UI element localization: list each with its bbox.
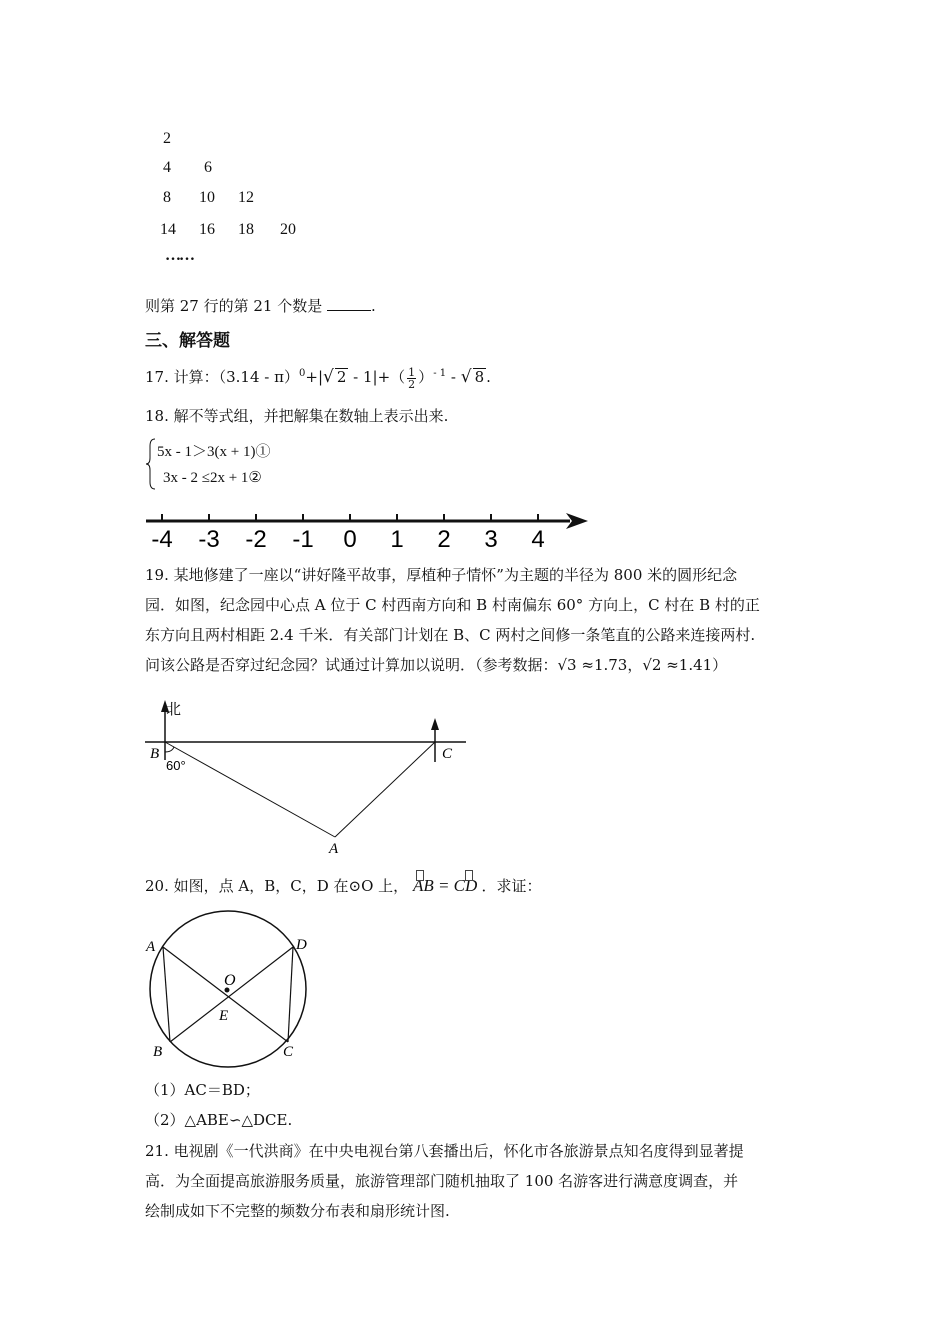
chord-ab — [163, 947, 170, 1042]
q17-frac-den: 2 — [408, 377, 416, 391]
q17-rad8: 8 — [474, 368, 485, 386]
q17-part2: +| — [305, 368, 323, 386]
q20-text: 20. 如图，点 A，B，C，D 在⊙O 上， — [145, 877, 409, 895]
q21-line-2: 高．为全面提高旅游服务质量，旅游管理部门随机抽取了 100 名游客进行满意度调查，并 — [145, 1172, 739, 1190]
q17-fraction — [407, 367, 416, 390]
tri-r4-c4: 20 — [280, 221, 296, 238]
number-line-label: -2 — [245, 526, 267, 553]
q18-text: 18. 解不等式组，并把解集在数轴上表示出来. — [145, 407, 449, 425]
chord-bd — [170, 947, 293, 1042]
q17-part1: （3.14 - π） — [218, 368, 299, 386]
sqrt-icon: √ — [460, 367, 472, 387]
number-line-label: 4 — [531, 526, 545, 553]
label-c: C — [442, 746, 453, 762]
tri-r4-c2: 16 — [199, 221, 215, 238]
inequality-2: 3x - 2 ≤2x + 1② — [163, 470, 262, 486]
q21-paragraph — [145, 1136, 815, 1226]
q21-line-3: 绘制成如下不完整的频数分布表和扇形统计图. — [145, 1202, 450, 1220]
q19-paragraph — [145, 560, 815, 680]
inequality-system — [145, 436, 345, 492]
q20-sub1: （1）AC＝BD； — [145, 1081, 260, 1099]
label-b: B — [150, 746, 160, 762]
q16-line — [145, 296, 376, 316]
chord-dc — [288, 947, 293, 1042]
label-o: O — [224, 972, 236, 989]
tri-r2-c2: 6 — [204, 159, 212, 176]
q21-line-1: 21. 电视剧《一代洪商》在中央电视台第八套播出后，怀化市各旅游景点知名度得到显著提 — [145, 1142, 744, 1160]
sqrt-icon: √ — [323, 367, 334, 387]
number-line-label: 3 — [484, 526, 498, 553]
label-e: E — [219, 1008, 229, 1024]
q20-figure — [140, 905, 320, 1070]
number-line — [140, 505, 600, 555]
q19-line-2: 园．如图，纪念园中心点 A 位于 C 村西南方向和 B 村南偏东 60° 方向上，C 村在 B 村的正 — [145, 596, 760, 614]
q19-line-3: 东方向且两村相距 2.4 千米．有关部门计划在 B、C 两村之间修一条笔直的公路来连接两村. — [145, 626, 756, 644]
number-line-label: 0 — [343, 526, 357, 553]
inequality-1: 5x - 1＞3(x + 1)① — [157, 444, 271, 460]
chord-ac — [163, 947, 288, 1042]
arc-marker-icon — [465, 870, 473, 881]
label-a: A — [329, 841, 339, 857]
label-b: B — [153, 1044, 163, 1060]
tri-r3-c2: 10 — [199, 189, 215, 206]
q19-line-1: 19. 某地修建了一座以“讲好隆平故事，厚植种子情怀”为主题的半径为 800 米的圆形纪念 — [145, 566, 738, 584]
q16-blank — [327, 296, 371, 311]
angle-arc — [165, 747, 174, 752]
tri-r3-c1: 8 — [163, 189, 171, 206]
q17-rad2: 2 — [336, 368, 347, 386]
q20-line — [145, 876, 542, 896]
q19-figure — [140, 690, 480, 860]
q17-exp-neg1: - 1 — [433, 368, 447, 379]
left-brace-icon — [145, 436, 157, 492]
number-line-label: 1 — [390, 526, 404, 553]
segment-ba — [165, 742, 335, 837]
q17-part5: - — [446, 368, 461, 386]
q20-text-end: ．求证： — [481, 877, 542, 895]
q17-end: . — [486, 368, 491, 386]
tri-r1-c1: 2 — [163, 130, 171, 147]
q19-line-4: 问该公路是否穿过纪念园？试通过计算加以说明．（参考数据：√3 ≈1.73，√2 ≈1.41） — [145, 656, 728, 674]
q16-prefix: 则第 27 行的第 21 个数是 — [145, 297, 323, 315]
label-c: C — [283, 1044, 294, 1060]
arc-eq-text: AB = CD — [412, 876, 478, 895]
label-d: D — [296, 937, 307, 953]
number-line-label: -3 — [198, 526, 220, 553]
number-line-label: 2 — [437, 526, 451, 553]
tri-r3-c3: 12 — [238, 189, 254, 206]
number-triangle — [0, 0, 400, 270]
q20-sub2: （2）△ABE∽△DCE. — [145, 1111, 293, 1129]
label-a: A — [146, 939, 156, 955]
number-line-label: -1 — [292, 526, 314, 553]
q17-part4: ） — [418, 368, 434, 386]
segment-ca — [335, 742, 435, 837]
arc-marker-icon — [416, 870, 424, 881]
arc-equation — [413, 876, 482, 895]
tri-ellipsis: …… — [165, 247, 193, 264]
section3-title: 三、解答题 — [145, 331, 230, 351]
number-line-label: -4 — [151, 526, 173, 553]
q17-part3: - 1|+（ — [348, 368, 406, 386]
q17-line — [145, 364, 491, 390]
q16-suffix: . — [371, 297, 376, 315]
tri-r4-c3: 18 — [238, 221, 254, 238]
tri-r2-c1: 4 — [163, 159, 171, 176]
q17-exp0: 0 — [299, 368, 306, 379]
north-arrow-icon — [431, 718, 439, 730]
q17-label: 17. 计算： — [145, 368, 219, 386]
label-angle: 60° — [166, 758, 186, 773]
tri-r4-c1: 14 — [160, 221, 176, 238]
q17-frac-num: 1 — [408, 365, 416, 379]
label-north: 北 — [166, 700, 182, 718]
